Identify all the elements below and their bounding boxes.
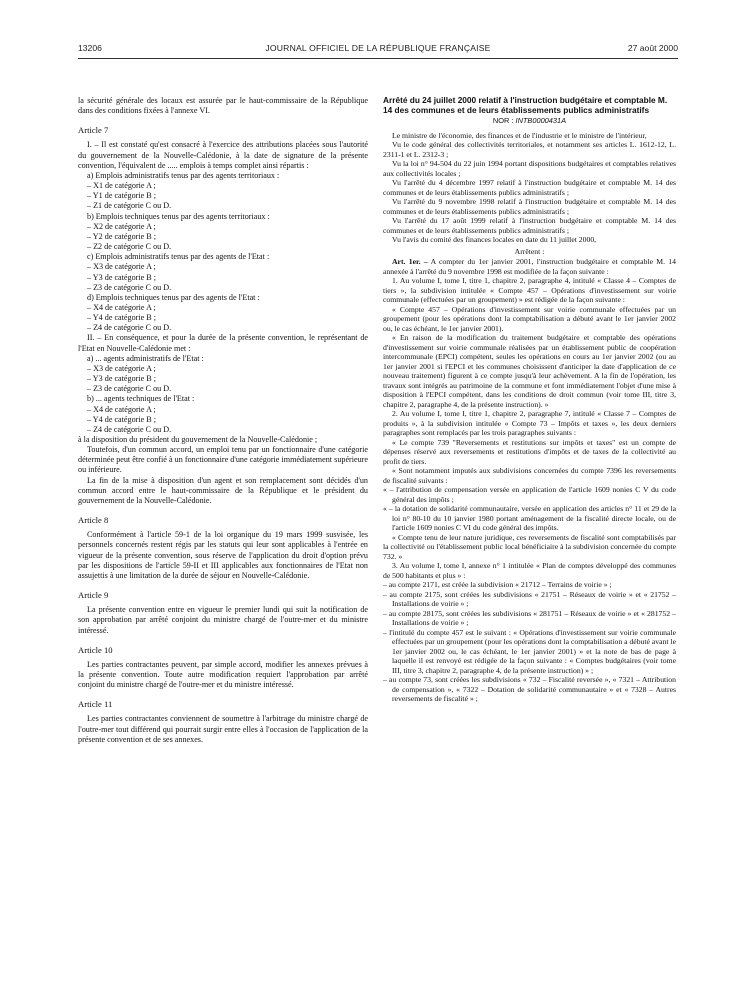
article-9-heading: Article 9 <box>78 590 109 601</box>
nor-code: INTB0000431A <box>515 116 567 126</box>
article-9-paragraph: La présente convention entre en vigueur le premier lundi qui suit la notification de son approbation par arrêté conjoint du ministre chargé de l'outre-mer et du ministre intéressé. <box>78 605 368 635</box>
toutefois-paragraph: Toutefois, d'un commun accord, un emploi tenu par un fonctionnaire d'une catégorie déterminée peut être confié à un fonctionnaire d'une catégorie immédiatement supérieure ou inférieure. <box>78 445 368 475</box>
intro-paragraph: la sécurité générale des locaux est assurée par le haut-commissaire de la République dans des conditions fixées à l'annexe VI. <box>78 96 368 116</box>
bullet-item: « – la dotation de solidarité communautaire, versée en application des articles n° 11 et 29 de la loi n° 80-10 du 10 janvier 1980 portant aménagement de la fiscalité directe locale, ou de l'article 1609 nonies C VI du code général des impôts. <box>383 504 676 533</box>
list-item: – X3 de catégorie A ; <box>87 262 156 272</box>
article-1-paragraph <box>383 257 676 276</box>
list-item: – Y3 de catégorie B ; <box>87 374 156 384</box>
visa-paragraph: Vu l'avis du comité des finances locales en date du 11 juillet 2000, <box>392 235 597 245</box>
list-heading: d) Emplois techniques tenus par des agents de l'Etat : <box>87 292 260 302</box>
decree-title: Arrêté du 24 juillet 2000 relatif à l'instruction budgétaire et comptable M. 14 des communes et de leurs établissements publics administratifs <box>383 95 668 115</box>
list-item: – Z3 de catégorie C ou D. <box>87 384 172 394</box>
list-item: – Z1 de catégorie C ou D. <box>87 201 172 211</box>
visa-paragraph: Vu l'arrêté du 9 novembre 1998 relatif à l'instruction budgétaire et comptable M. 14 des communes et de leurs établissements publics administratifs ; <box>383 197 676 216</box>
visa-paragraph: Vu l'arrêté du 4 décembre 1997 relatif à l'instruction budgétaire et comptable M. 14 des communes et de leurs établissements publics administratifs ; <box>383 178 676 197</box>
visa-paragraph: Vu la loi n° 94-504 du 22 juin 1994 portant dispositions budgétaires et comptables relatives aux collectivités locales ; <box>383 159 676 178</box>
dash-item: – au compte 28175, sont créées les subdivisions « 281751 – Réseaux de voirie » et « 281752 – Installations de voirie » ; <box>383 608 676 628</box>
visa-paragraph: Vu le code général des collectivités territoriales, et notamment ses articles L. 1612-12, L. 2311-1 et L. 2312-3 ; <box>383 140 676 159</box>
list-heading: b) Emplois techniques tenus par des agents territoriaux : <box>87 211 270 221</box>
article-11-heading: Article 11 <box>78 699 113 710</box>
list-heading: b) ... agents techniques de l'Etat : <box>87 394 195 404</box>
list-item: – X1 de catégorie A ; <box>87 181 156 191</box>
issue-date: 27 août 2000 <box>627 43 678 53</box>
list-item: – Z2 de catégorie C ou D. <box>87 242 172 252</box>
dash-item: – au compte 2171, est créée la subdivision « 21712 – Terrains de voirie » ; <box>383 580 612 590</box>
list-heading: a) ... agents administratifs de l'Etat : <box>87 353 204 363</box>
visa-paragraph: Vu l'arrêté du 17 août 1999 relatif à l'instruction budgétaire et comptable M. 14 des communes et de leurs établissements publics administratifs ; <box>383 216 676 235</box>
list-item: – Z3 de catégorie C ou D. <box>87 282 172 292</box>
list-item: – X4 de catégorie A ; <box>87 404 156 414</box>
list-heading: a) Emplois administratifs tenus par des agents territoriaux : <box>87 170 280 180</box>
list-item: – Y3 de catégorie B ; <box>87 272 156 282</box>
point-3: 3. Au volume I, tome I, annexe n° 1 intitulée « Plan de comptes développé des communes de 500 habitants et plus » : <box>383 561 676 580</box>
page-header <box>78 43 678 57</box>
article-1-label: Art. 1er. – <box>392 257 428 267</box>
list-heading: c) Emplois administratifs tenus par des agents de l'Etat : <box>87 252 270 262</box>
quote-paragraph: « Compte tenu de leur nature juridique, ces reversements de fiscalité sont comptabilisés par la collectivité ou l'établissement public local bénéficiaire à la subdivision concernée du compte 732. » <box>383 532 676 561</box>
article-7-paragraph: I. – Il est constaté qu'est consacré à l'exercice des attributions placées sous l'autorité du gouvernement de la Nouvelle-Calédonie, à la date de signature de la présente convention, l'équivalent de ..... emplois à temps complet ainsi répartis : <box>78 140 368 170</box>
fin-paragraph: La fin de la mise à disposition d'un agent et son remplacement sont décidés d'un commun accord entre le haut-commissaire de la République et le président du gouvernement de la Nouvelle-Calédonie. <box>78 475 368 505</box>
list-item: – Y4 de catégorie B ; <box>87 414 156 424</box>
right-column <box>383 96 676 704</box>
article-1-text: A compter du 1er janvier 2001, l'instruction budgétaire et comptable M. 14 annexée à l'arrêté du 9 novembre 1998 est modifiée de la façon suivante : <box>383 257 676 276</box>
dash-item: – au compte 73, sont créées les subdivisions « 732 – Fiscalité reversée », « 7321 – Attribution de compensation », « 7322 – Dotation de solidarité communautaire » et « 7328 – Autres reversements de fiscalité » ; <box>383 675 676 704</box>
arretent-heading: Arrêtent : <box>514 246 545 256</box>
article-11-paragraph: Les parties contractantes conviennent de soumettre à l'arbitrage du ministre chargé de l'outre-mer tout différend qui pourrait surgir entre elles à l'occasion de l'application de la présente convention et de ses annexes. <box>78 714 368 744</box>
quote-paragraph: « Le compte 739 "Reversements et restitutions sur impôts et taxes" est un compte de dépenses réservé aux reversements et restitutions d'impôts et de taxes de la collectivité au profit de tiers. <box>383 437 676 466</box>
section-ii-end: à la disposition du président du gouvernement de la Nouvelle-Calédonie ; <box>78 435 318 444</box>
section-ii-paragraph: II. – En conséquence, et pour la durée de la présente convention, le représentant de l'Etat en Nouvelle-Calédonie met : <box>78 333 368 353</box>
point-1: 1. Au volume I, tome I, titre 1, chapitre 2, paragraphe 4, intitulé « Classe 4 – Comptes de tiers », la subdivision intitulée « Compte 457 – Opérations d'investissement sur voirie communale (effectuées par un groupement) » est rédigée de la façon suivante : <box>383 276 676 305</box>
list-item: – Z4 de catégorie C ou D. <box>87 424 172 434</box>
header-rule <box>78 58 678 59</box>
ministers-paragraph: Le ministre de l'économie, des finances et de l'industrie et le ministre de l'intérieur, <box>392 130 647 140</box>
nor-label: NOR : <box>492 116 514 126</box>
article-8-heading: Article 8 <box>78 515 109 526</box>
list-item: – Z4 de catégorie C ou D. <box>87 323 172 333</box>
quote-paragraph: « Compte 457 – Opérations d'investissement sur voirie communale effectuées par un groupement (pour les opérations dont la comptabilisation a débuté avant le 1er janvier 2002 ou, le cas échéant, le 1er janvier 2001). <box>383 304 676 333</box>
list-item: – X4 de catégorie A ; <box>87 302 156 312</box>
list-item: – Y2 de catégorie B ; <box>87 231 156 241</box>
list-item: – Y1 de catégorie B ; <box>87 191 156 201</box>
article-8-paragraph: Conformément à l'article 59-1 de la loi organique du 19 mars 1999 susvisée, les personnels concernés restent régis par les statuts qui leur sont applicables à l'entrée en vigueur de la présente convention, sous réserve de l'application du droit d'option prévu par les dispositions de l'article 59-II et III applicables aux fonctionnaires de l'Etat non assujettis à une limitation de la durée de séjour en Nouvelle-Calédonie. <box>78 530 368 580</box>
left-column <box>78 96 368 745</box>
article-7-heading: Article 7 <box>78 125 109 136</box>
quote-paragraph: « En raison de la modification du traitement budgétaire et comptable des opérations d'investissement sur voirie communale réalisées par un établissement public de coopération intercommunale (EPCI) compétent, seules les opérations en cours au 1er janvier 2002 (ou au 1er janvier 2001 si l'EPCI et les communes choisissent d'anticiper la date d'application de ce nouveau traitement) figurent à ce compte jusqu'à leur achèvement. A la fin de l'opération, les travaux sont intégrés au patrimoine de la commune et font immédiatement l'objet d'une mise à disposition à l'EPCI compétent, dans les conditions de droit commun (voir tome III, titre 3, chapitre 2, paragraphe 4, de la présente instruction). » <box>383 333 676 409</box>
list-item: – X3 de catégorie A ; <box>87 363 156 373</box>
list-item: – Y4 de catégorie B ; <box>87 313 156 323</box>
dash-item: – au compte 2175, sont créées les subdivisions « 21751 – Réseaux de voirie » et « 21752 – Installations de voirie » ; <box>383 589 676 609</box>
nor-reference <box>383 116 676 126</box>
point-2: 2. Au volume I, tome I, titre 1, chapitre 2, paragraphe 7, intitulé « Classe 7 – Comptes de produits », à la subdivision intitulée « Compte 73 – Impôts et taxes », les deux derniers paragraphes sont remplacés par les trois paragraphes suivants : <box>383 409 676 438</box>
journal-title: JOURNAL OFFICIEL DE LA RÉPUBLIQUE FRANÇAISE <box>265 43 491 53</box>
page-number: 13206 <box>78 43 102 53</box>
quote-paragraph: « Sont notamment imputés aux subdivisions concernées du compte 7396 les reversements de fiscalité suivants : <box>383 466 676 485</box>
list-item: – X2 de catégorie A ; <box>87 221 156 231</box>
article-10-heading: Article 10 <box>78 644 113 655</box>
article-10-paragraph: Les parties contractantes peuvent, par simple accord, modifier les annexes prévues à la présente convention. Toute autre modification requiert l'approbation par arrêté conjoint du ministre chargé de l'outre-mer et du ministre intéressé. <box>78 659 368 690</box>
bullet-item: « – l'attribution de compensation versée en application de l'article 1609 nonies C V du code général des impôts ; <box>383 485 676 504</box>
dash-item: – l'intitulé du compte 457 est le suivant : « Opérations d'investissement sur voirie communale effectuées par un groupement (pour les opérations dont la comptabilisation a débuté avant le 1er janvier 2002 ou, le cas échéant, le 1er janvier 2001) » et la note de bas de page à laquelle il est renvoyé est rédigée de la façon suivante : « Comptes budgétaires (voir tome III, titre 3, chapitre 2, paragraphe 4, de la présente instruction) » ; <box>383 627 676 675</box>
